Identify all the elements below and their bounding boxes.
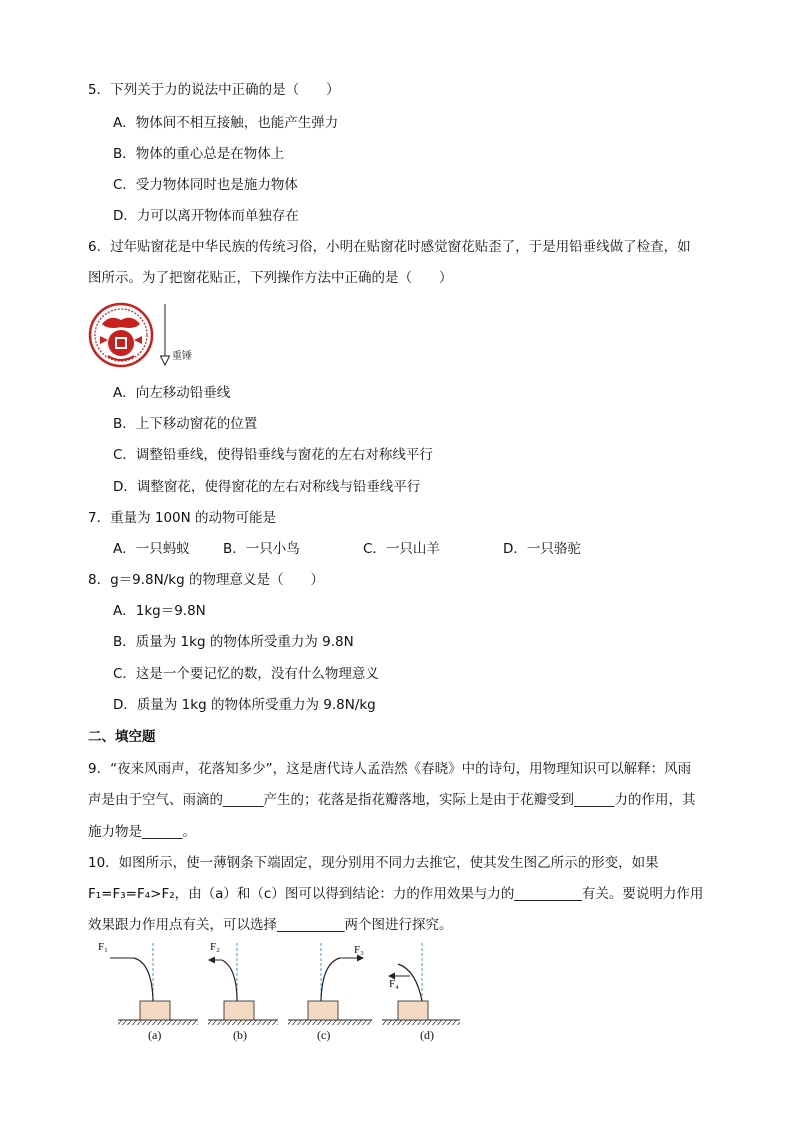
plumb-line-icon (161, 304, 170, 365)
q10-line3: 效果跟力作用点有关，可以选择__________两个图进行探究。 (88, 917, 453, 933)
q6-stem-line2: 图所示。为了把窗花贴正，下列操作方法中正确的是（ ） (88, 270, 453, 286)
q5-option-c: C．受力物体同时也是施力物体 (113, 177, 298, 193)
q8-option-a: A．1kg＝9.8N (113, 603, 206, 619)
panel-b (208, 943, 278, 1025)
q6-option-d: D．调整窗花，使得窗花的左右对称线与铅垂线平行 (113, 479, 421, 495)
q7-stem: 7．重量为 100N 的动物可能是 (88, 510, 277, 526)
q10-line1: 10．如图所示，使一薄钢条下端固定，现分别用不同力去推它，使其发生图乙所示的形变，如果 (88, 855, 659, 871)
q8-option-d: D．质量为 1kg 的物体所受重力为 9.8N/kg (113, 697, 376, 713)
q7-option-b: B．一只小鸟 (223, 541, 300, 557)
q5-stem: 5．下列关于力的说法中正确的是（ ） (88, 82, 340, 98)
q10-line2: F₁=F₃=F₄>F₂，由（a）和（c）图可以得到结论：力的作用效果与力的__________有关。要说明力作用 (88, 886, 704, 902)
force-label-f3: F₃ (354, 944, 364, 956)
q7-options-row (113, 539, 673, 559)
panel-a (110, 943, 198, 1025)
q6-option-c: C．调整铅垂线，使得铅垂线与窗花的左右对称线平行 (113, 447, 433, 463)
section-title: 二、填空题 (88, 729, 156, 745)
q9-line3: 施力物是______。 (88, 824, 196, 840)
q6-stem-line1: 6．过年贴窗花是中华民族的传统习俗，小明在贴窗花时感觉窗花贴歪了，于是用铅垂线做了检查，如 (88, 239, 691, 255)
q8-option-c: C．这是一个要记忆的数，没有什么物理意义 (113, 666, 379, 682)
panel-label-b: (b) (233, 1028, 247, 1042)
panel-label-c: (c) (317, 1028, 331, 1042)
q7-option-d: D．一只骆驼 (503, 541, 581, 557)
force-label-f2: F₂ (210, 941, 220, 953)
q6-figure (88, 300, 208, 370)
q6-option-b: B．上下移动窗花的位置 (113, 416, 258, 432)
q9-line1: 9．“夜来风雨声，花落知多少”，这是唐代诗人孟浩然《春晓》中的诗句，用物理知识可以解释：风雨 (88, 761, 692, 777)
q5-option-d: D．力可以离开物体而单独存在 (113, 208, 299, 224)
force-label-f4: F₄ (389, 978, 399, 990)
q7-option-c: C．一只山羊 (363, 541, 440, 557)
plumb-weight-label: 重锤 (172, 351, 192, 362)
paper-cut-icon (90, 304, 152, 366)
q5-option-a: A．物体间不相互接触，也能产生弹力 (113, 115, 339, 131)
q7-option-a: A．一只蚂蚁 (113, 541, 190, 557)
panel-label-d: (d) (420, 1028, 434, 1042)
force-label-f1: F₁ (98, 941, 108, 953)
q8-stem: 8．g＝9.8N/kg 的物理意义是（ ） (88, 572, 324, 588)
panel-label-a: (a) (148, 1028, 162, 1042)
q5-option-b: B．物体的重心总是在物体上 (113, 146, 285, 162)
q10-figure (98, 938, 480, 1048)
q8-option-b: B．质量为 1kg 的物体所受重力为 9.8N (113, 634, 354, 650)
q6-option-a: A．向左移动铅垂线 (113, 385, 231, 401)
q9-line2: 声是由于空气、雨滴的______产生的；花落是指花瓣落地，实际上是由于花瓣受到______力的作用，其 (88, 792, 696, 808)
